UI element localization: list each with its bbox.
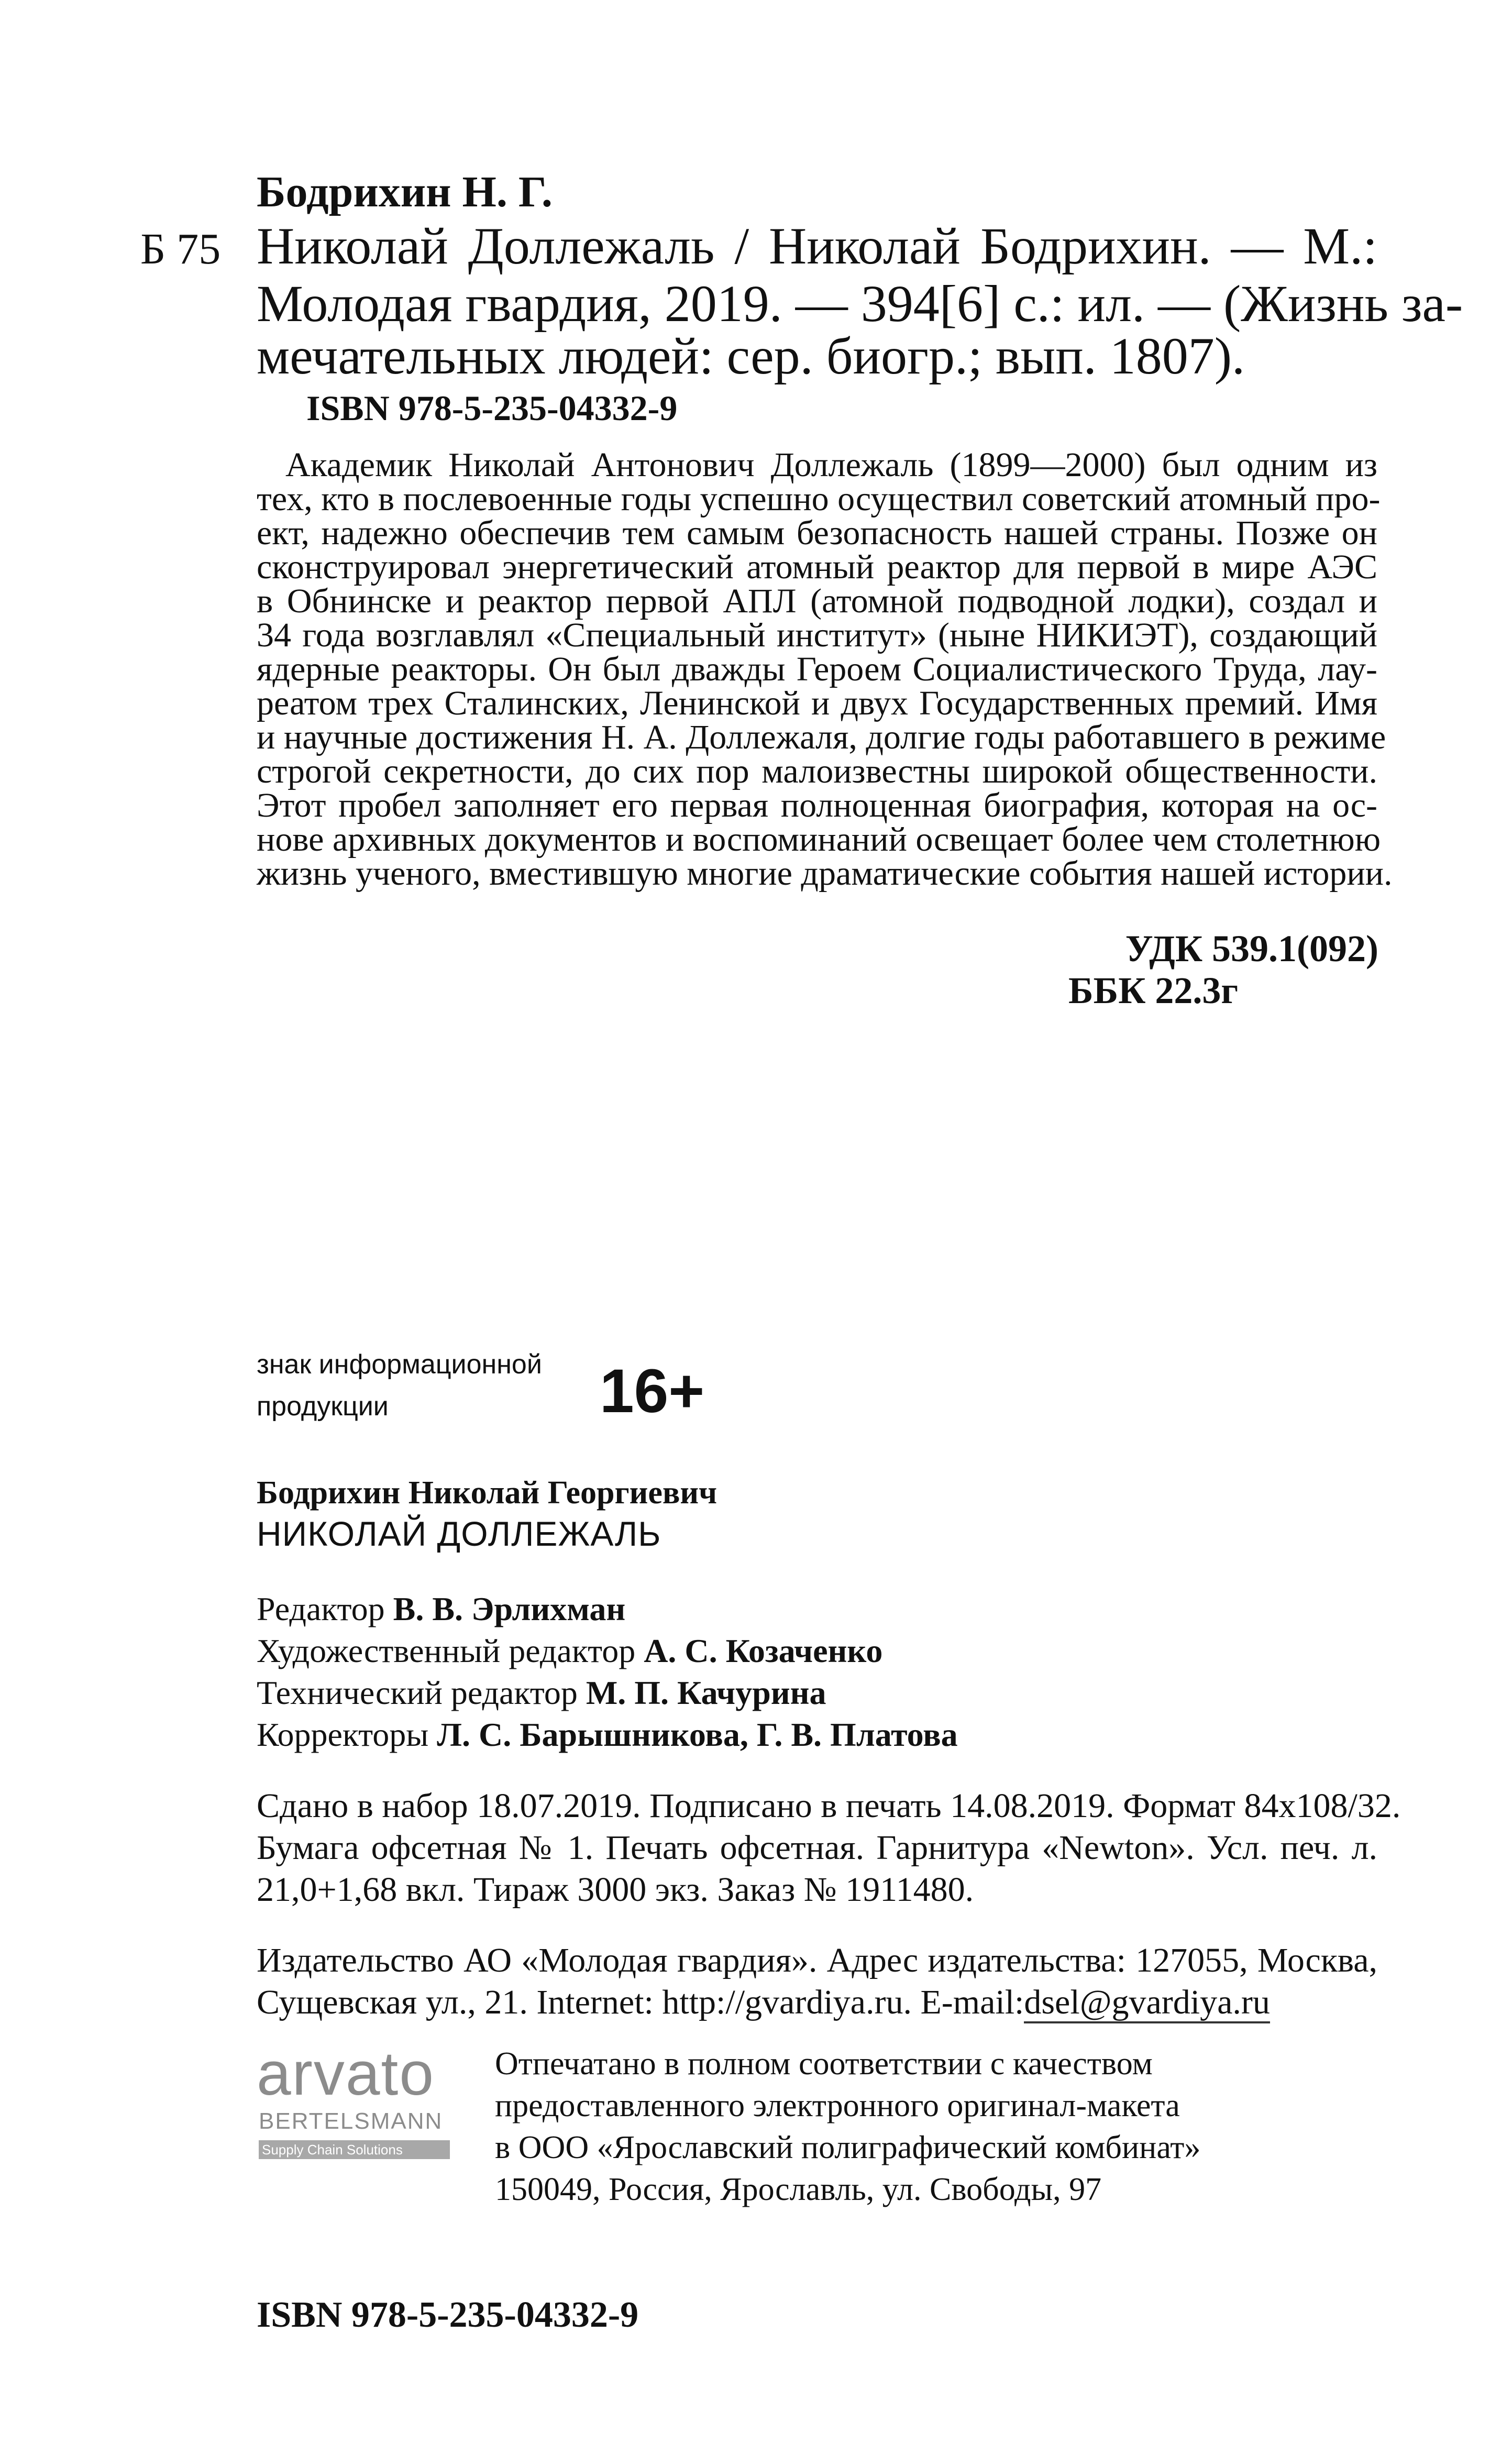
author-heading: Бодрихин Н. Г. — [257, 168, 553, 216]
info-sign-label: продукции — [257, 1391, 389, 1422]
author-full-name: Бодрихин Николай Георгиевич — [257, 1475, 718, 1511]
credit-names: А. С. Козаченко — [644, 1632, 883, 1669]
credit-line — [257, 1674, 826, 1712]
abstract-line: Академик Николай Антонович Доллежаль (1899—2000) был одним из — [285, 446, 1377, 484]
abstract-line: строгой секретности, до сих пор малоизвестны широкой общественности. — [257, 752, 1377, 790]
abstract-line: ядерные реакторы. Он был дважды Героем Социалистического Труда, лау- — [257, 650, 1377, 688]
abstract-line: тех, кто в послевоенные годы успешно осуществил советский атомный про- — [257, 480, 1381, 518]
abstract-line: Этот пробел заполняет его первая полноценная биография, которая на ос- — [257, 786, 1377, 824]
abstract-line: жизнь ученого, вместившую многие драматические события нашей истории. — [257, 854, 1393, 893]
udk-code: УДК 539.1(092) — [1125, 928, 1378, 970]
abstract-line: ект, надежно обеспечив тем самым безопасность нашей страны. Позже он — [257, 514, 1377, 552]
printer-logo — [257, 2039, 456, 2174]
publisher-email-link[interactable]: dsel@gvardiya.ru — [1024, 1983, 1270, 2023]
printer-line: Отпечатано в полном соответствии с качеством — [495, 2046, 1153, 2082]
credit-role: Редактор — [257, 1590, 393, 1627]
abstract-line: в Обнинске и реактор первой АПЛ (атомной подводной лодки), создал и — [257, 582, 1377, 620]
abstract-line: 34 года возглавлял «Специальный институт» (ныне НИКИЭТ), создающий — [257, 616, 1377, 654]
abstract-line: реатом трех Сталинских, Ленинской и двух Государственных премий. Имя — [257, 684, 1377, 722]
age-rating: 16+ — [600, 1357, 705, 1426]
credit-role: Технический редактор — [257, 1674, 586, 1711]
abstract-line: и научные достижения Н. А. Доллежаля, долгие годы работавшего в режиме — [257, 718, 1386, 756]
abstract-line: нове архивных документов и воспоминаний освещает более чем столетнюю — [257, 820, 1381, 859]
book-title: НИКОЛАЙ ДОЛЛЕЖАЛЬ — [257, 1514, 661, 1553]
credit-names: М. П. Качурина — [586, 1674, 826, 1711]
isbn-bottom: ISBN 978-5-235-04332-9 — [257, 2295, 639, 2335]
bbk-code: ББК 22.3г — [1068, 970, 1239, 1011]
imprint-line: Бумага офсетная № 1. Печать офсетная. Гарнитура «Newton». Усл. печ. л. — [257, 1829, 1377, 1867]
logo-tagline: Supply Chain Solutions — [262, 2142, 403, 2158]
biblio-line: Николай Доллежаль / Николай Бодрихин. — М.: — [257, 217, 1377, 275]
biblio-line: мечательных людей: сер. биогр.; вып. 1807). — [257, 327, 1245, 385]
credit-line — [257, 1715, 958, 1754]
credit-line — [257, 1632, 882, 1670]
logo-subtitle: BERTELSMANN — [259, 2108, 443, 2134]
logo-wordmark: arvato — [257, 2039, 435, 2108]
printer-line: 150049, Россия, Ярославль, ул. Свободы, 97 — [495, 2172, 1102, 2207]
abstract-line: сконструировал энергетический атомный реактор для первой в мире АЭС — [257, 548, 1377, 586]
imprint-line: 21,0+1,68 вкл. Тираж 3000 экз. Заказ № 1911480. — [257, 1870, 974, 1909]
printer-line: предоставленного электронного оригинал-макета — [495, 2088, 1180, 2123]
credit-role: Художественный редактор — [257, 1632, 644, 1669]
credit-names: Л. С. Барышникова, Г. В. Платова — [437, 1716, 958, 1753]
isbn-top: ISBN 978-5-235-04332-9 — [306, 388, 678, 428]
library-code: Б 75 — [140, 225, 221, 273]
publisher-address: Сущевская ул., 21. Internet: http://gvardiya.ru. E-mail: — [257, 1983, 1024, 2021]
imprint-line: Сдано в набор 18.07.2019. Подписано в печать 14.08.2019. Формат 84x108/32. — [257, 1787, 1401, 1825]
info-sign-label: знак информационной — [257, 1349, 542, 1380]
publisher-line: Издательство АО «Молодая гвардия». Адрес издательства: 127055, Москва, — [257, 1941, 1377, 1979]
biblio-line: Молодая гвардия, 2019. — 394[6] с.: ил. — (Жизнь за- — [257, 274, 1463, 333]
credit-role: Корректоры — [257, 1716, 437, 1753]
publisher-line — [257, 1983, 1377, 2022]
credit-line — [257, 1590, 625, 1628]
credit-names: В. В. Эрлихман — [393, 1590, 626, 1627]
printer-line: в ООО «Ярославский полиграфический комбинат» — [495, 2130, 1201, 2165]
